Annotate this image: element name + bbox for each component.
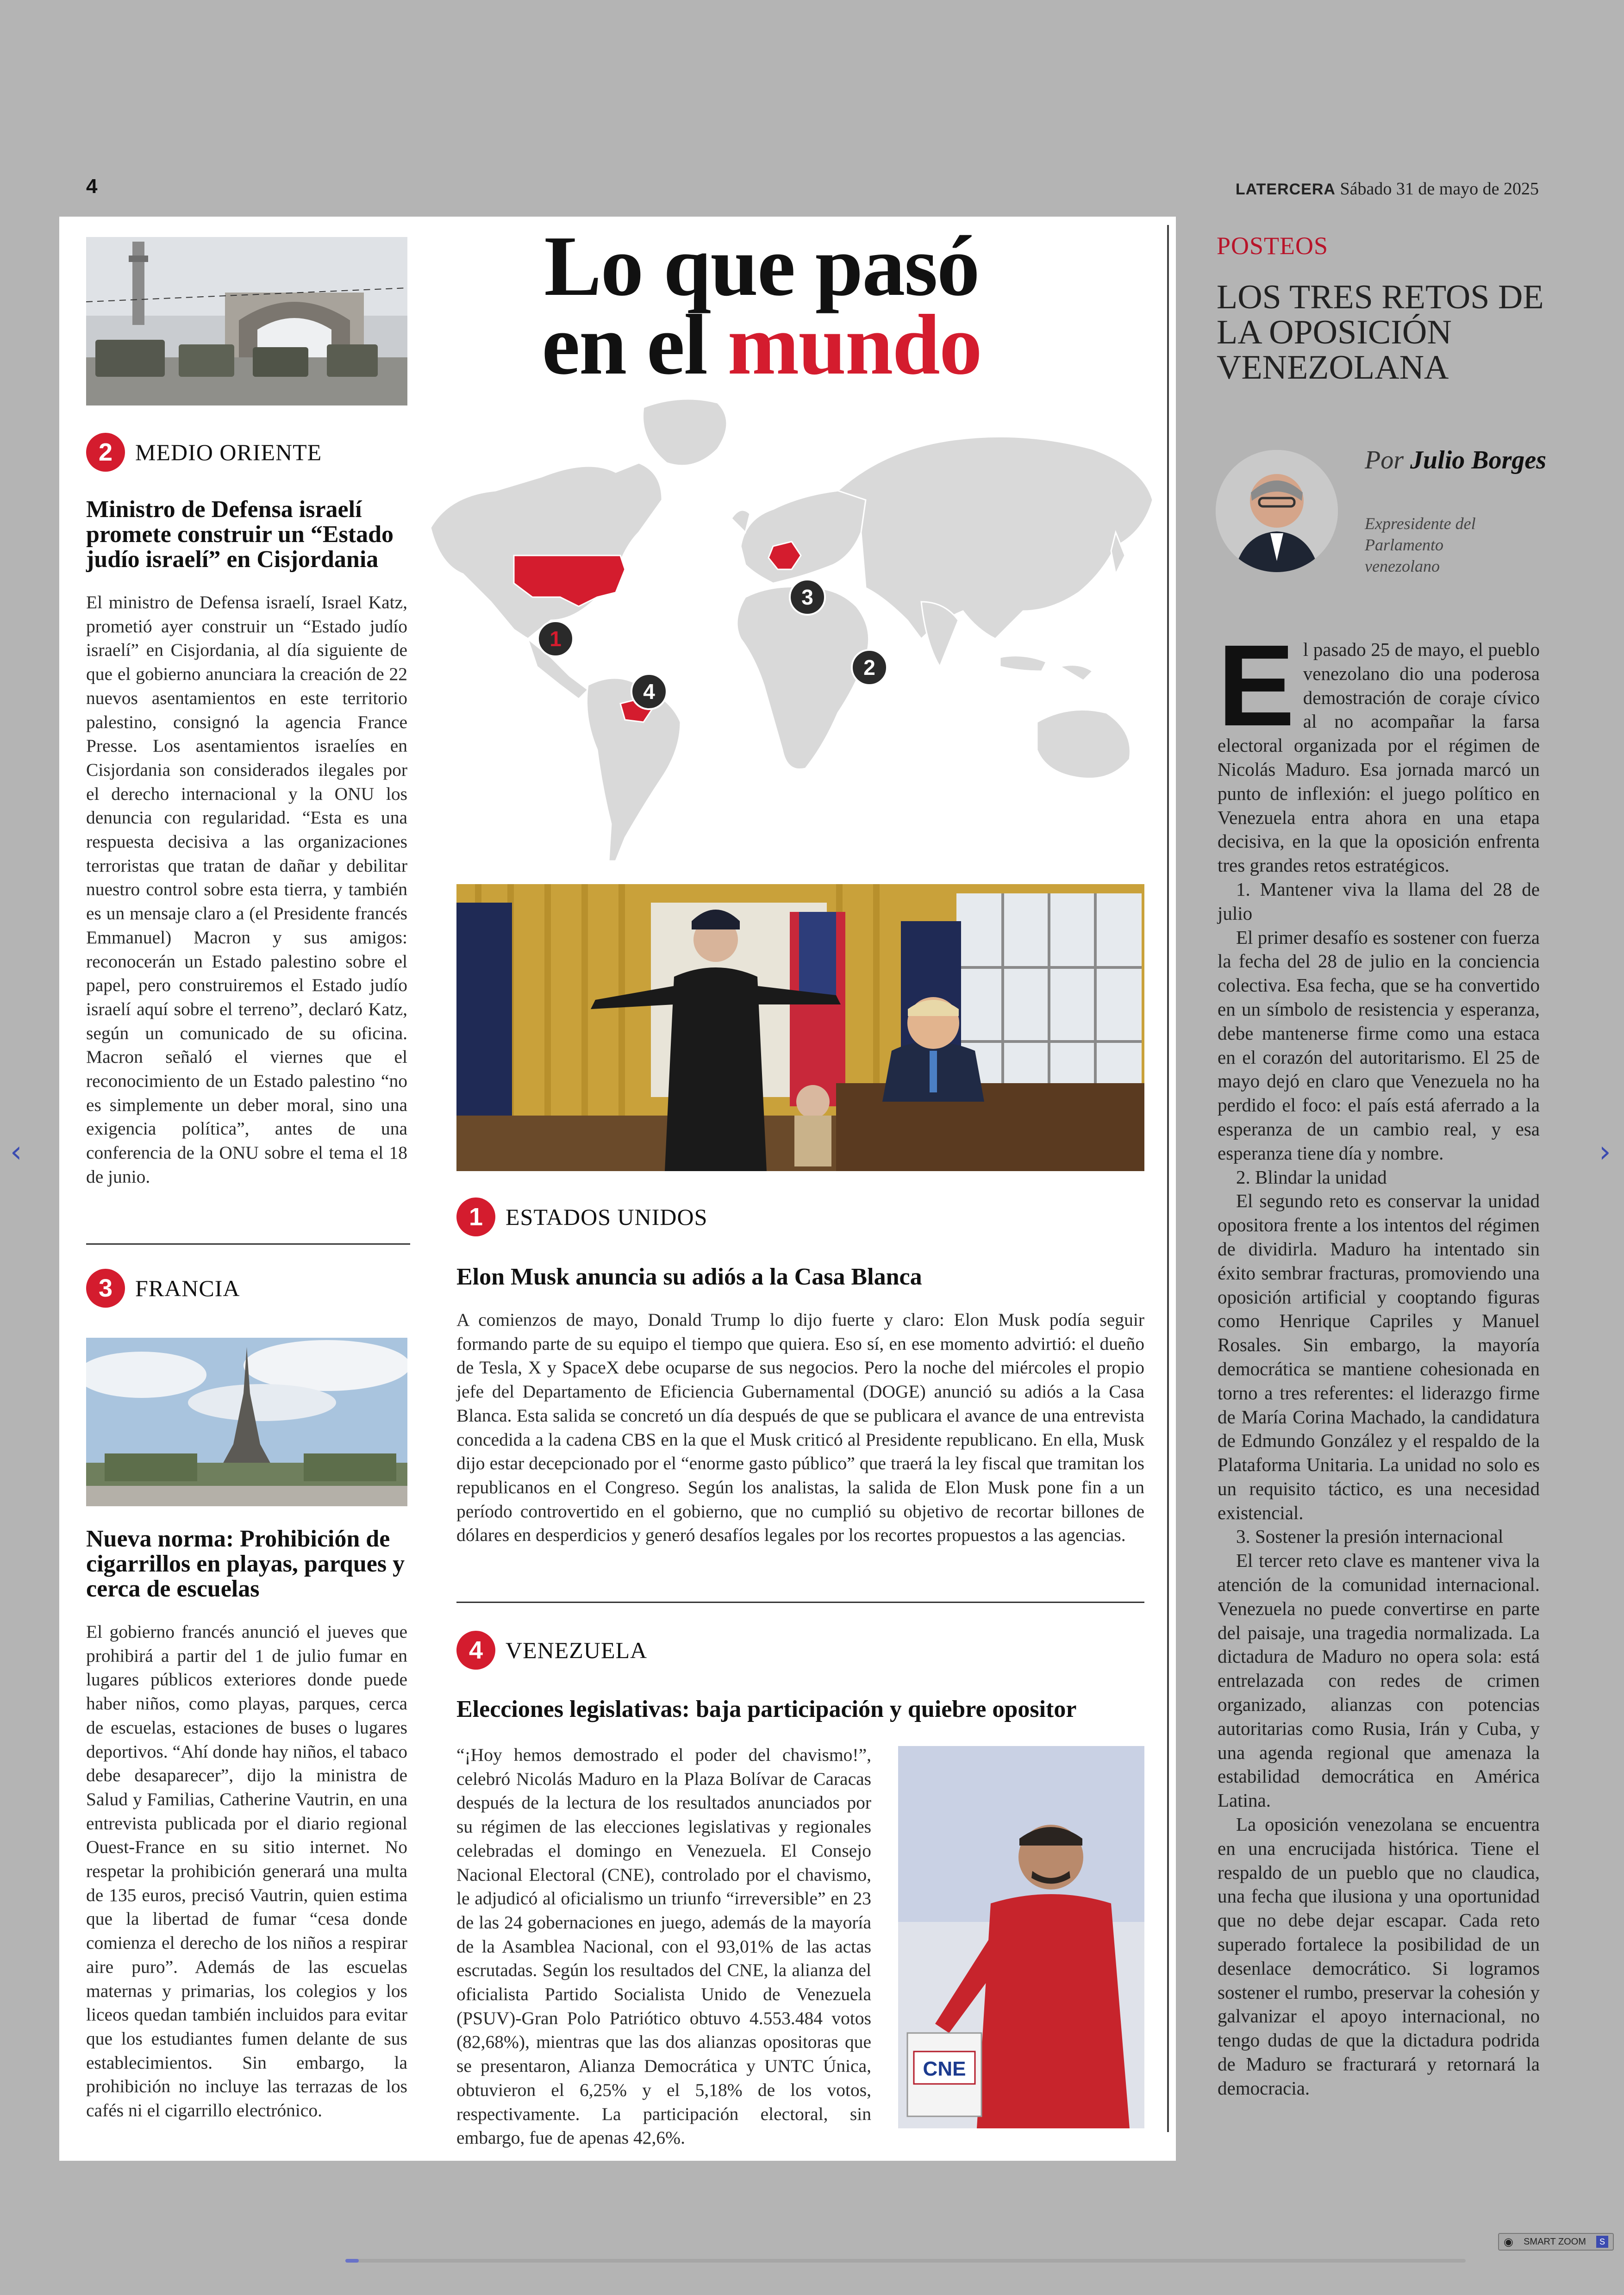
- middle-east-photo: [86, 237, 407, 405]
- opinion-paragraph: La oposición venezolana se encuentra en una encrucijada histórica. Tiene el respaldo de un pueblo que no claudica, una fecha que ilusiona y una oportunidad que no debe dejar escapar. Cada reto superado fortalece la posibilidad de un desenlace democrático. Si logramos sostener el rumbo, preservar la cohesión y galvanizar el apoyo internacional, no tengo dudas de que la dictadura podrida de Maduro se fracturará y retornará la democracia.: [1218, 1814, 1540, 2099]
- ballot-box-logo: CNE: [923, 2058, 966, 2080]
- usa-headline: Elon Musk anuncia su adiós a la Casa Blanca: [456, 1264, 922, 1290]
- page-title: [472, 218, 1051, 393]
- section-header-middle-east: [86, 431, 322, 473]
- page-number: 4: [86, 175, 98, 198]
- masthead: [1236, 179, 1539, 199]
- middle-east-body: El ministro de Defensa israelí, Israel Katz, prometió ayer construir un “Estado judío israelí” en Cisjordania, al día siguiente de que el gobierno anunciara la creación de 22 nuevos asentamientos en este territorio palestino, consignó la agencia France Presse. Los asentamientos israelíes en Cisjordania son considerados ilegales por el derecho internacional y la ONU los denuncia con regularidad. “Esta es una respuesta decisiva a las organizaciones terroristas que tratan de dañar y debilitar nuestro control sobre esta tierra, y también es un mensaje claro a (el Presidente francés Emmanuel) Macron y sus amigos: reconocerán un Estado palestino sobre el papel, pero construiremos el Estado judío israelí aquí sobre el terreno”, declaró Katz, según un comunicado de su oficina. Macron señaló el viernes que el reconocimiento de un Estado palestino “no es simplemente un deber moral, sino una exigencia política”, antes de una conferencia de la ONU sobre el tema el 18 de junio.: [86, 592, 407, 1187]
- marker-label: 2: [863, 655, 875, 680]
- eye-icon: ◉: [1504, 2235, 1513, 2248]
- france-body: El gobierno francés anunció el jueves que prohibirá a partir del 1 de julio fumar en lugares públicos exteriores donde puede haber niños, como playas, parques, cerca de escuelas, estaciones de buses o lugares deportivos. “Ahí donde hay niños, el tabaco debe desaparecer”, dijo la ministra de Salud y Familias, Catherine Vautrin, en una entrevista publicada por el diario regional Ouest-France en su sitio internet. No respetar la prohibición generará una multa de 135 euros, precisó Vautrin, quien estima que la libertad de fumar “cesa donde comienza el derecho de los niños a respirar aire puro”. Además de las escuelas maternas y primarias, los colegios y los liceos quedan también incluidos para evitar que los estudiantes fumen delante de sus establecimientos. Sin embargo, la prohibición no incluye las terrazas de los cafés ni el cigarrillo electrónico.: [86, 1621, 407, 2121]
- marker-label: 4: [643, 680, 655, 704]
- smart-zoom-button[interactable]: [1498, 2233, 1614, 2251]
- title-line-1: Lo que pasó: [544, 218, 979, 314]
- usa-body: A comienzos de mayo, Donald Trump lo dijo fuerte y claro: Elon Musk podía seguir formando parte de su equipo el tiempo que quiera. Eso sí, en ese momento advirtió: el dueño de Tesla, X y SpaceX debe ocuparse de sus negocios. Pero la noche del miércoles el propio jefe del Departamento de Eficiencia Gubernamental (DOGE) anunció su adiós a la Casa Blanca. Esta salida se concretó un día después de que se publicara el avance de una entrevista concedida a la cadena CBS en la que el Musk criticó al Presidente republicano. En ella, Musk dijo estar decepcionado por el “enorme gasto público” que traerá la ley fiscal que tramitan los republicanos en el Congreso. Según los analistas, la salida de Elon Musk pone fin a un período controvertido en el gobierno, que no cumplió su objetivo de recortar billones de dólares en desperdicios y generó desafíos legales por los recortes propuestos a las agencias.: [456, 1310, 1144, 1546]
- section-header-venezuela: [456, 1629, 647, 1671]
- brand-name: LATERCERA: [1235, 181, 1336, 198]
- world-map: [421, 380, 1162, 866]
- map-marker-2: [852, 650, 887, 685]
- page-progress-bar[interactable]: [345, 2259, 1466, 2263]
- section-header-france: [86, 1267, 240, 1309]
- marker-number: 3: [86, 1269, 125, 1308]
- marker-number: 1: [456, 1197, 495, 1236]
- title-prefix: en el: [542, 297, 728, 393]
- opinion-paragraph: l pasado 25 de mayo, el pueblo venezolano dio una poderosa demostración de coraje cívico al no acompañar la farsa electoral organizada por el régimen de Nicolás Maduro. Esa jornada marcó un punto de inflexión: el juego político en Venezuela entra ahora en una etapa decisiva, en la que la oposición enfrenta tres grandes retos estratégicos.: [1218, 639, 1540, 876]
- middle-east-headline: Ministro de Defensa israelí promete construir un “Estado judío israelí” en Cisjordania: [86, 496, 394, 573]
- marker-label: 3: [801, 585, 813, 609]
- by-prefix: Por: [1365, 446, 1404, 474]
- drop-cap: E: [1218, 621, 1295, 750]
- title-line-2: [472, 297, 1051, 393]
- venezuela-body: “¡Hoy hemos demostrado el poder del chavismo!”, celebró Nicolás Maduro en la Plaza Bolívar de Caracas después de la lectura de los resultados anunciados por su régimen de las elecciones legislativas y regionales celebradas el domingo en Venezuela. El Consejo Nacional Electoral (CNE), controlado por el chavismo, le adjudicó al oficialismo un triunfo “irreversible” en 23 de las 24 gobernaciones en juego, además de la mayoría de la Asamblea Nacional, con el 93,01% de las actas escrutadas. Según los resultados del CNE, la alianza del oficialista Partido Socialista Unido de Venezuela (PSUV)-Gran Polo Patriótico obtuvo 4.553.484 votos (82,68%), mientras que las dos alianzas opositoras que se presentaron, Alianza Democrática y UNTC Única, obtuvieron el 6,25% y el 5,18% de los votos, respectivamente. La participación electoral, sin embargo, fue de apenas 42,6%.: [456, 1745, 871, 2148]
- section-divider: [86, 1243, 410, 1245]
- maduro-photo: [898, 1746, 1144, 2128]
- opinion-subhead: 1. Mantener viva la llama del 28 de julio: [1218, 878, 1540, 924]
- france-headline: Nueva norma: Prohibición de cigarrillos en playas, parques y cerca de escuelas: [86, 1526, 405, 1602]
- map-marker-3: [790, 580, 825, 615]
- page-progress-fill: [345, 2259, 359, 2263]
- author-name: Julio Borges: [1410, 446, 1547, 474]
- author-role: Expresidente del Parlamento venezolano: [1365, 514, 1476, 575]
- opinion-subhead: 3. Sostener la presión internacional: [1236, 1526, 1504, 1547]
- eiffel-tower-photo: [86, 1338, 407, 1506]
- venezuela-headline: Elecciones legislativas: baja participación y quiebre opositor: [456, 1696, 1077, 1722]
- opinion-paragraph: El tercer reto clave es mantener viva la atención de la comunidad internacional. Venezuela no puede convertirse en parte del paisaje, una tragedia normalizada. La dictadura de Maduro no opera sola: está entrelazada con redes de crimen organizado, alianzas con potencias autoritarias como Rusia, Irán y Cuba, y una agenda regional que amenaza la estabilidad democrática en América Latina.: [1218, 1550, 1540, 1811]
- author-byline: [1365, 445, 1546, 475]
- opinion-paragraph: El primer desafío es sostener con fuerza la fecha del 28 de julio en la conciencia colectiva. Esa fecha, que se ha convertido en un símbolo de resistencia y esperanza, debe mantenerse firme como una estaca en el corazón del autoritarismo. El 25 de mayo dejó en claro que Venezuela no ha perdido el foco: el país está aferrado a la esperanza de un cambio real, y esa esperanza tiene día y nombre.: [1218, 926, 1540, 1164]
- oval-office-photo: [456, 884, 1144, 1171]
- section-label: MEDIO ORIENTE: [135, 439, 322, 465]
- map-marker-4: [631, 674, 667, 709]
- section-header-usa: [456, 1196, 707, 1238]
- chevron-right-icon[interactable]: ›: [1599, 1135, 1611, 1169]
- section-divider: [456, 1602, 1144, 1603]
- section-label: FRANCIA: [135, 1275, 240, 1301]
- map-marker-1: [538, 621, 573, 656]
- marker-label: 1: [550, 627, 562, 651]
- opinion-title: LOS TRES RETOS DE LA OPOSICIÓN VENEZOLANA: [1217, 278, 1544, 387]
- opinion-section-label: POSTEOS: [1217, 232, 1329, 260]
- chevron-left-icon[interactable]: ‹: [10, 1135, 22, 1169]
- marker-number: 4: [456, 1631, 495, 1670]
- opinion-subhead: 2. Blindar la unidad: [1236, 1166, 1387, 1188]
- opinion-paragraph: El segundo reto es conservar la unidad opositora frente a los intentos del régimen de dividirla. Maduro ha intentado sin éxito sembrar fracturas, promoviendo una oposición artificial y cooptando figuras como Henrique Capriles y Manuel Rosales. Sin embargo, la mayoría democrática se mantiene cohesionada en torno a tres referentes: el liderazgo firme de María Corina Machado, la candidatura de Edmundo González y el respaldo de la Plataforma Unitaria. La unidad no solo es un requisito táctico, es una necesidad existencial.: [1218, 1190, 1540, 1523]
- issue-date: Sábado 31 de mayo de 2025: [1340, 179, 1539, 199]
- smart-zoom-key: S: [1596, 2236, 1608, 2248]
- author-avatar: [1216, 450, 1338, 572]
- column-divider: [1167, 225, 1169, 2132]
- section-label: ESTADOS UNIDOS: [506, 1204, 708, 1230]
- title-accent: mundo: [727, 297, 981, 393]
- opinion-body: [1218, 621, 1540, 2101]
- section-label: VENEZUELA: [506, 1637, 648, 1663]
- marker-number: 2: [86, 433, 125, 472]
- smart-zoom-label: SMART ZOOM: [1524, 2236, 1586, 2247]
